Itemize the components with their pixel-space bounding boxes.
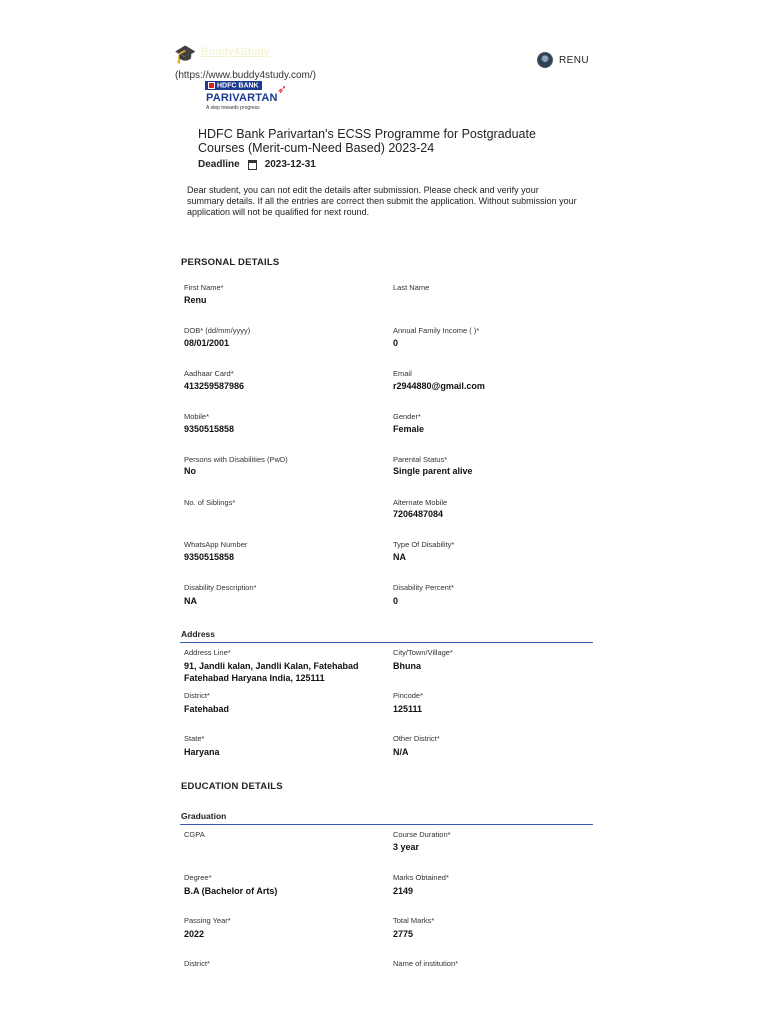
other-district-value: N/A bbox=[393, 747, 409, 757]
field-label: Pincode* bbox=[393, 691, 424, 700]
disability-type-value: NA bbox=[393, 552, 406, 562]
field-label: Disability Description* bbox=[184, 583, 257, 592]
field-label: City/Town/Village* bbox=[393, 648, 453, 657]
graduation-heading: Graduation bbox=[181, 811, 227, 821]
field-label: Aadhaar Card* bbox=[184, 369, 234, 378]
brand-url-link[interactable]: (https://www.buddy4study.com/) bbox=[175, 70, 316, 81]
total-marks-value: 2775 bbox=[393, 929, 414, 939]
field-label: Parental Status* bbox=[393, 455, 448, 464]
field-label: Gender* bbox=[393, 412, 421, 421]
page-title: HDFC Bank Parivartan's ECSS Programme for Postgraduate Courses (Merit-cum-Need Based) 2023-24 bbox=[198, 127, 536, 155]
parivartan-wordmark: PARIVARTAN bbox=[206, 92, 278, 104]
field-label: Mobile* bbox=[184, 412, 210, 421]
field-label: Disability Percent* bbox=[393, 583, 454, 592]
field-label: DOB* (dd/mm/yyyy) bbox=[184, 326, 251, 335]
submission-notice: Dear student, you can not edit the details after submission. Please check and verify your summary details. If all the entries are correct then submit the application. Without submission your application will not be qualified for next round. bbox=[187, 185, 577, 217]
field-label: Last Name bbox=[393, 283, 430, 292]
graduation-cap-star-icon: 🎓 bbox=[174, 44, 197, 64]
field-label: CGPA bbox=[184, 830, 205, 839]
field-label: Name of institution* bbox=[393, 959, 459, 968]
parental-status-value: Single parent alive bbox=[393, 466, 473, 476]
education-details-heading: EDUCATION DETAILS bbox=[181, 781, 283, 792]
field-label: WhatsApp Number bbox=[184, 540, 248, 549]
field-label: Alternate Mobile bbox=[393, 498, 448, 507]
hdfc-parivartan-logo bbox=[205, 81, 290, 113]
field-label: District* bbox=[184, 959, 210, 968]
deadline-label: Deadline bbox=[198, 159, 240, 170]
field-label: Total Marks* bbox=[393, 916, 435, 925]
field-label: Annual Family Income ( )* bbox=[393, 326, 480, 335]
user-menu[interactable] bbox=[537, 52, 589, 68]
city-value: Bhuna bbox=[393, 661, 421, 671]
mobile-value: 9350515858 bbox=[184, 424, 235, 434]
field-label: First Name* bbox=[184, 283, 224, 292]
disability-description-value: NA bbox=[184, 596, 197, 606]
divider bbox=[180, 642, 593, 643]
alternate-mobile-value: 7206487084 bbox=[393, 509, 444, 519]
field-label: Email bbox=[393, 369, 412, 378]
avatar bbox=[537, 52, 553, 68]
gender-value: Female bbox=[393, 424, 425, 434]
field-label: Address Line* bbox=[184, 648, 231, 657]
first-name-value: Renu bbox=[184, 295, 207, 305]
address-line-value: 91, Jandli kalan, Jandli Kalan, Fatehabad Fatehabad Haryana India, 125111 bbox=[184, 661, 359, 683]
field-label: Passing Year* bbox=[184, 916, 231, 925]
course-duration-value: 3 year bbox=[393, 842, 420, 852]
district-value: Fatehabad bbox=[184, 704, 230, 714]
field-label: State* bbox=[184, 734, 205, 743]
disability-percent-value: 0 bbox=[393, 596, 399, 606]
pincode-value: 125111 bbox=[393, 704, 423, 714]
passing-year-value: 2022 bbox=[184, 929, 205, 939]
whatsapp-value: 9350515858 bbox=[184, 552, 235, 562]
address-heading: Address bbox=[181, 629, 216, 639]
field-label: District* bbox=[184, 691, 210, 700]
deadline bbox=[198, 159, 316, 170]
aadhaar-value: 413259587986 bbox=[184, 381, 245, 391]
user-name: RENU bbox=[559, 54, 589, 66]
field-label: Course Duration* bbox=[393, 830, 451, 839]
state-value: Haryana bbox=[184, 747, 220, 757]
arrow-mark-icon: ➶ bbox=[277, 82, 288, 96]
field-label: No. of Siblings* bbox=[184, 498, 236, 507]
dob-value: 08/01/2001 bbox=[184, 338, 230, 348]
deadline-value: 2023-12-31 bbox=[264, 159, 316, 170]
hdfc-bank-badge: HDFC BANK bbox=[205, 81, 262, 90]
divider bbox=[180, 824, 593, 825]
field-label: Other District* bbox=[393, 734, 440, 743]
personal-details-heading: PERSONAL DETAILS bbox=[181, 257, 280, 268]
email-value: r2944880@gmail.com bbox=[393, 381, 485, 391]
degree-value: B.A (Bachelor of Arts) bbox=[184, 886, 278, 896]
pwd-value: No bbox=[184, 466, 196, 476]
field-label: Marks Obtained* bbox=[393, 873, 449, 882]
field-label: Persons with Disabilities (PwD) bbox=[184, 455, 288, 464]
field-label: Type Of Disability* bbox=[393, 540, 455, 549]
bank-tagline: A step towards progress bbox=[206, 105, 260, 111]
income-value: 0 bbox=[393, 338, 399, 348]
calendar-icon bbox=[248, 160, 257, 170]
marks-obtained-value: 2149 bbox=[393, 886, 414, 896]
field-label: Degree* bbox=[184, 873, 212, 882]
brand-logo-link[interactable]: Buddy4Study bbox=[201, 46, 270, 58]
